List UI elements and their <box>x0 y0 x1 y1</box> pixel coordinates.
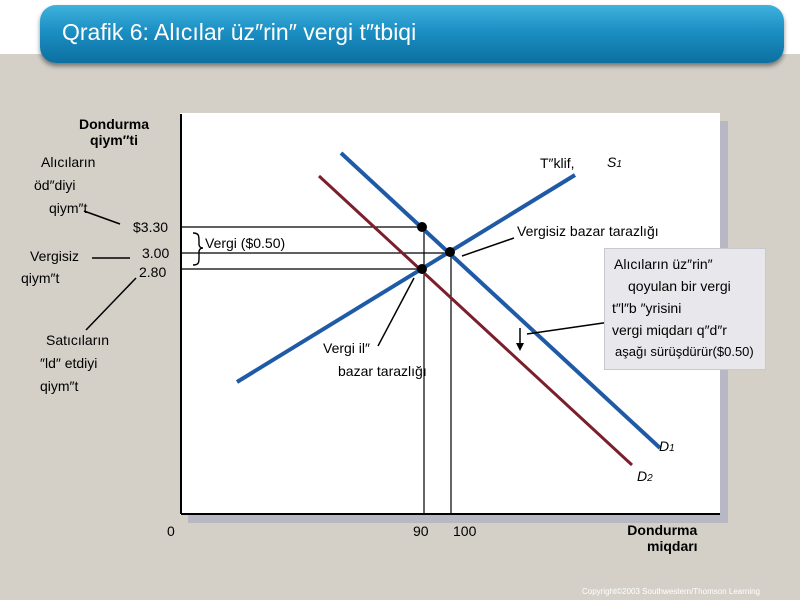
supply-s1-sub: 1 <box>616 159 622 170</box>
buyers-pay-line3: qiym″t <box>49 200 88 216</box>
pretax-line1: Vergisiz <box>30 248 80 264</box>
tick-label-90: 90 <box>413 523 429 539</box>
callout-line-5: aşağı sürüşdürür($0.50) <box>615 344 754 359</box>
supply-s1-letter: S <box>607 154 617 170</box>
pretax-line2: qiym″t <box>21 270 60 286</box>
pointer-sellers <box>86 278 136 330</box>
x-axis-label-line2: miqdarı <box>647 538 698 554</box>
sellers-get-line3: qiym″t <box>40 378 79 394</box>
y-axis-label-line1: Dondurma <box>79 116 149 132</box>
buyers-pay-line1: Alıcıların <box>41 154 96 170</box>
slide-title: Qrafik 6: Alıcılar üz″rin″ vergi t″tbiqi <box>62 19 417 45</box>
origin-label: 0 <box>167 523 175 539</box>
with-tax-eq-line2: bazar tarazlığı <box>338 363 427 379</box>
demand-d1-label <box>659 438 675 454</box>
pointer-callout <box>527 322 610 334</box>
tick-label-330: $3.30 <box>133 219 169 235</box>
x-axis-label <box>627 522 698 554</box>
with-tax-eq-line1: Vergi il″ <box>323 340 370 356</box>
tick-label-300: 3.00 <box>142 245 170 261</box>
copyright-text: Copyright©2003 Southwestern/Thomson Learning <box>582 587 760 596</box>
pointer-buyers-pay <box>84 211 120 224</box>
demand-d2-label <box>637 468 653 484</box>
shift-arrow-head <box>516 343 524 351</box>
tax-label: Vergi ($0.50) <box>205 235 286 251</box>
supply-word-label: T″klif, <box>540 155 575 171</box>
demand-d2-line <box>319 176 632 465</box>
point-buyer-price <box>417 222 427 232</box>
tick-label-100: 100 <box>453 523 477 539</box>
sellers-get-line2: ″ld″ etdiyi <box>40 355 98 371</box>
demand-d2-letter: D <box>637 468 648 484</box>
buyers-pay-line2: öd″diyi <box>34 177 76 193</box>
no-tax-equilibrium-label: Vergisiz bazar tarazlığı <box>517 223 659 239</box>
demand-d1-letter: D <box>659 438 670 454</box>
callout-line-4: vergi miqdarı q″d″r <box>612 322 727 338</box>
tax-brace <box>193 233 203 265</box>
tick-label-280: 2.80 <box>139 264 167 280</box>
demand-d2-sub: 2 <box>647 473 653 484</box>
callout-box <box>604 248 766 370</box>
callout-line-1: Alıcıların üz″rin″ <box>614 256 713 272</box>
point-tax-eq <box>417 264 427 274</box>
supply-s1-line <box>237 175 575 382</box>
callout-line-3: t″l″b ″yrisini <box>612 300 682 316</box>
x-axis-label-line1: Dondurma <box>627 522 698 538</box>
sellers-get-line1: Satıcıların <box>46 332 110 348</box>
demand-d1-sub: 1 <box>669 443 675 454</box>
supply-s1-label <box>607 154 622 170</box>
y-axis-label <box>79 116 149 148</box>
pointer-with-tax-eq <box>378 278 414 346</box>
point-no-tax-eq <box>445 247 455 257</box>
callout-line-2: qoyulan bir vergi <box>628 278 731 294</box>
y-axis-label-line2: qiym″ti <box>90 132 138 148</box>
